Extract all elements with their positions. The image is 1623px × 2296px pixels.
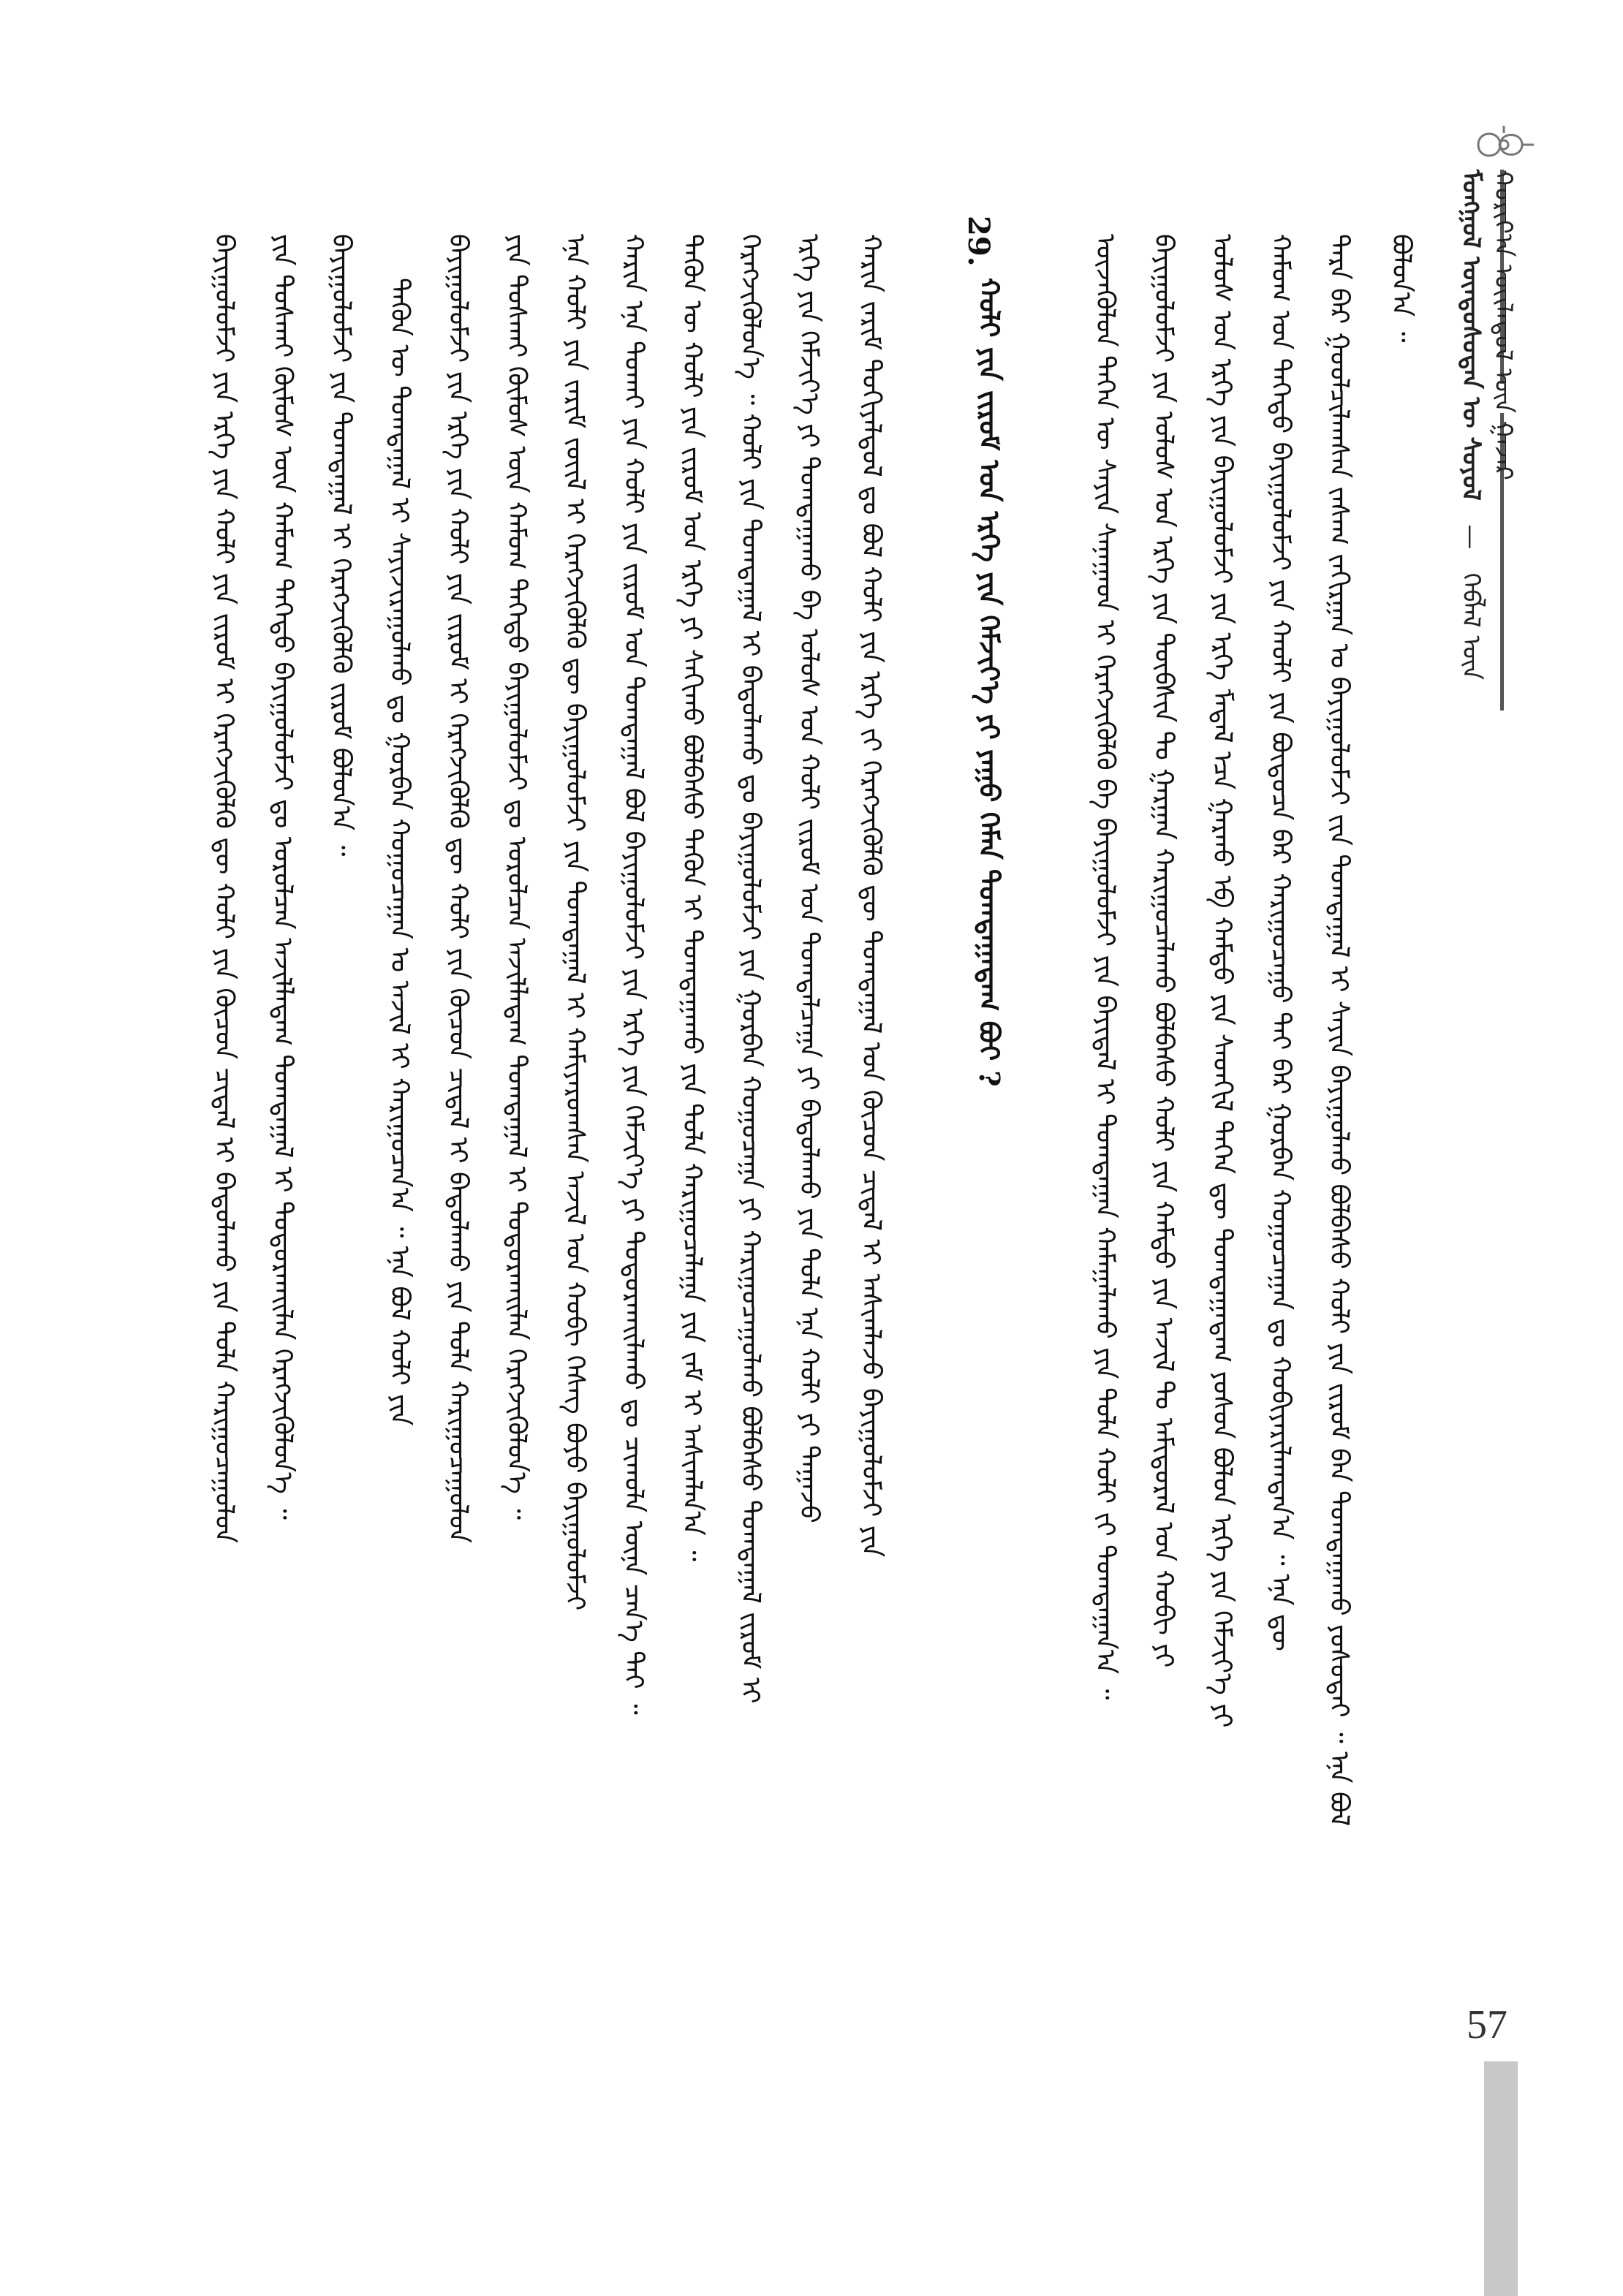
- header-ornament-icon: [1471, 123, 1537, 168]
- column-8: ᠡᠷᠬᠡ ᠶᠢᠨ ᠬᠡᠮᠵᠢᠶ᠎ᠡ ᠶᠢ ᠲᠣᠭᠲᠠᠭᠠᠬᠤ ᠪᠠ ᠤᠯᠤᠰ ᠤᠨ ᠬᠤᠯᠢ ᠵᠢᠷᠤᠮ ᠤᠨ ᠲᠣᠭᠲᠠᠯᠴᠠᠭᠠ ᠶᠢ ᠪᠠᠲᠤᠯᠠᠬᠤ ᠶᠢᠨ ᠲᠤᠯᠠ ᠡᠨᠡ ᠬᠤᠯᠢ ᠶᠢ ᠳᠠᠭᠠᠵᠤ: [794, 234, 824, 1523]
- header-subtitle: ᠬᠡᠪᠯᠡᠯ ᠦᠨ ᠬᠣᠷᠢᠶ᠎ᠠ ᠦᠢᠯᠡᠳᠦᠯ ᠦᠨ ᠭᠠᠵᠠᠷ: [1456, 170, 1518, 681]
- column-10: ᠲᠡᠭᠦᠨ ᠦ ᠬᠤᠯᠢ ᠶᠢᠨ ᠵᠢᠷᠤᠮ ᠤᠨ ᠡᠷᠬᠡ ᠶᠢ ᠰᠠᠬᠢᠬᠤ ᠪᠣᠯᠪᠠᠰᠤ ᠲᠡᠭᠦᠨ ᠢ ᠲᠣᠭᠲᠠᠭᠠᠬᠤ ᠶᠢᠨ ᠲᠤᠯᠠ ᠬᠠᠷᠢᠭᠤᠴᠠᠯᠠᠭᠠ ᠶᠢᠨ ᠵᠠᠮ ᠢ ᠠᠰᠢᠭᠯᠠᠨ᠎ᠠ ᠃: [677, 234, 707, 1561]
- header-title: ᠮᠣᠩᠭᠣᠯ ᠦᠨᠳᠦᠰᠦᠲᠡᠨ ᠦ ᠰᠣᠶᠣᠯ: [1456, 170, 1486, 501]
- column-18: ᠪᠠᠶᠢᠭᠤᠯᠤᠮᠵᠢ ᠶᠢᠨ ᠡᠷᠬᠡ ᠶᠢᠨ ᠬᠤᠯᠢ ᠶᠢᠨ ᠵᠢᠷᠤᠮ ᠢ ᠬᠡᠷᠡᠭᠵᠢᠭᠦᠯᠬᠦ ᠳᠦ ᠬᠤᠯᠢ ᠶᠢᠨ ᠬᠦᠴᠦᠨ ᠴᠢᠳᠠᠯ ᠢ ᠪᠠᠲᠤᠯᠠᠬᠤ ᠶᠢᠨ ᠲᠤᠯᠠ ᠬᠠᠷᠢᠭᠤᠴᠠᠭᠤᠯᠤᠨ: [209, 234, 239, 1543]
- column-17: ᠶᠢᠨ ᠲᠤᠰᠬᠠᠢ ᠬᠦᠮᠦᠰ ᠦᠨ ᠬᠠᠮᠤᠭ ᠳᠡᠭᠡᠳᠦ ᠪᠠᠶᠢᠭᠤᠯᠤᠮᠵᠢ ᠳᠤ ᠣᠷᠤᠯᠴᠠᠨ ᠠᠵᠢᠯᠯᠠᠳᠠᠭ ᠲᠣᠭᠲᠠᠭᠠᠯ ᠢ ᠲᠣᠳᠤᠷᠬᠠᠢᠯᠠᠨ ᠬᠡᠷᠡᠭᠵᠢᠭᠦᠯᠦᠨ᠎ᠡ ᠃: [268, 234, 298, 1520]
- running-header: ᠮᠣᠩᠭᠣᠯ ᠦᠨᠳᠦᠰᠦᠲᠡᠨ ᠦ ᠰᠣᠶᠣᠯ — ᠬᠡᠪᠯᠡᠯ ᠦᠨ ᠬᠣᠷᠢᠶ᠎ᠠ ᠦᠢᠯᠡᠳᠦᠯ ᠦᠨ ᠭᠠᠵᠠᠷ: [1456, 170, 1518, 681]
- column-12: ᠡᠨᠡ ᠬᠤᠯᠢ ᠶᠢᠨ ᠵᠠᠷᠢᠮ ᠵᠦᠢᠯ ᠢ ᠬᠡᠷᠡᠭᠵᠢᠭᠦᠯᠬᠦ ᠳᠦ ᠪᠠᠶᠢᠭᠤᠯᠤᠮᠵᠢ ᠶᠢᠨ ᠲᠣᠭᠲᠠᠭᠠᠯ ᠢ ᠬᠠᠮᠢᠶᠠᠷᠤᠭᠰᠠᠨ ᠠᠵᠢᠯ ᠤᠨ ᠬᠤᠪᠢ ᠬᠡᠰᠡᠭ ᠪᠤᠶᠤ ᠪᠠᠶᠢᠭᠤᠯᠤᠮᠵᠢ: [560, 234, 590, 1611]
- page-edge-tab: [1484, 2061, 1518, 2296]
- column-3: ᠬᠠᠮᠤᠭ ᠤᠨ ᠳᠡᠭᠡᠳᠦ ᠪᠠᠶᠢᠭᠤᠯᠤᠮᠵᠢ ᠶᠢᠨ ᠬᠠᠤᠯᠢ ᠶᠢᠨ ᠪᠦᠲᠦᠴᠡ ᠪᠡᠷ ᠬᠠᠷᠢᠭᠤᠴᠠᠭᠤ ᠲᠠᠶ ᠪᠡᠷ ᠭᠤᠷᠪᠠᠨ ᠬᠤᠭᠤᠴᠠᠭᠠᠨ ᠳᠤ ᠬᠤᠪᠢᠶᠠᠷᠢᠯᠠᠭᠳᠠᠨ᠎ᠠ ᠃ ᠡᠨᠡ ᠳᠦ: [1266, 234, 1295, 1651]
- question-number: 29.: [961, 216, 996, 267]
- question-heading: ᠬᠤᠯᠢ ᠶᠢᠨ ᠵᠢᠷᠤᠮ ᠤᠨ ᠡᠷᠬᠡ ᠶᠢᠨ ᠬᠡᠮᠵᠢᠶ᠎ᠡ ᠶᠢ ᠶᠠᠭᠤ ᠬᠡᠮᠡᠨ ᠲᠣᠭᠲᠠᠭᠠᠳᠠᠭ ᠪᠤᠢ ?: [973, 278, 1006, 1087]
- column-5: ᠪᠠᠶᠢᠭᠤᠯᠤᠮᠵᠢ ᠶᠢᠨ ᠤᠯᠤᠰ ᠤᠨ ᠡᠷᠬᠡ ᠶᠢᠨ ᠲᠦᠪᠰᠢᠨ ᠲᠤ ᠭᠠᠷᠭᠠᠨ ᠬᠠᠷᠢᠭᠤᠴᠠᠯᠠᠬᠤ ᠪᠣᠯᠪᠠᠰᠤ ᠬᠤᠯᠢ ᠶᠢᠨ ᠬᠠᠮᠲᠤ ᠶᠢᠨ ᠠᠵᠢᠯ ᠲᠤ ᠠᠮᠢᠳᠤᠷᠠᠯ ᠤᠨ ᠬᠤᠪᠢ ᠶᠢ: [1149, 234, 1179, 1668]
- column-4: ᠤᠯᠤᠰ ᠤᠨ ᠡᠷᠬᠡ ᠶᠢᠨ ᠪᠠᠶᠢᠭᠤᠯᠤᠮᠵᠢ ᠶᠢᠨ ᠡᠷᠬᠡ ᠮᠡᠳᠡᠯ ᠡᠴᠡ ᠭᠠᠷᠬᠤ ᠡᠪ ᠬᠠᠮᠲᠤ ᠶᠢᠨ ᠰᠡᠳᠬᠢᠯ ᠲᠡᠭᠡᠨ ᠳᠦ ᠲᠣᠭᠲᠠᠭᠠᠳᠠᠭ ᠶᠣᠰᠣᠨ ᠪᠣᠯᠤᠨ ᠡᠷᠬᠡ ᠶᠢᠨ ᠬᠡᠮᠵᠢᠶ᠎ᠡ ᠶᠢ: [1207, 234, 1237, 1728]
- column-14: ᠪᠠᠶᠢᠭᠤᠯᠤᠮᠵᠢ ᠶᠢᠨ ᠡᠷᠬᠡ ᠶᠢᠨ ᠬᠤᠯᠢ ᠶᠢᠨ ᠵᠢᠷᠤᠮ ᠢ ᠬᠡᠷᠡᠭᠵᠢᠭᠦᠯᠬᠦ ᠳᠦ ᠬᠤᠯᠢ ᠶᠢᠨ ᠬᠦᠴᠦᠨ ᠴᠢᠳᠠᠯ ᠢ ᠪᠠᠲᠤᠯᠠᠬᠤ ᠶᠢᠨ ᠲᠤᠯᠠ ᠬᠠᠷᠢᠭᠤᠴᠠᠭᠤᠯᠤᠨ: [443, 234, 473, 1543]
- column-7: ᠬᠠᠷᠢᠨ ᠵᠠᠷᠢᠮ ᠲᠣᠬᠢᠶᠠᠯᠳᠤᠯ ᠳᠤ ᠪᠣᠯ ᠬᠤᠯᠢ ᠶᠢᠨ ᠡᠷᠬᠡ ᠵᠢ ᠬᠡᠷᠡᠭᠵᠢᠭᠦᠯᠬᠦ ᠳᠦ ᠲᠣᠭᠲᠠᠭᠠᠯ ᠤᠨ ᠬᠦᠴᠦᠨ ᠴᠢᠳᠠᠯ ᠢ ᠠᠰᠢᠭᠯᠠᠵᠤ ᠪᠠᠶᠢᠭᠤᠯᠤᠮᠵᠢ ᠶᠢᠨ: [856, 234, 886, 1558]
- page-number: 57: [1467, 2002, 1507, 2047]
- column-16: ᠪᠠᠶᠢᠭᠤᠯᠤᠮᠵᠢ ᠶᠢᠨ ᠲᠣᠭᠲᠠᠭᠠᠯ ᠢ ᠬᠡᠷᠡᠭᠵᠢᠭᠦᠯᠬᠦ ᠵᠢᠷᠤᠮ ᠪᠣᠯᠤᠨ᠎ᠠ ᠃: [326, 234, 356, 857]
- column-9: ᠬᠡᠷᠡᠭᠵᠢᠭᠦᠯᠦᠨ᠎ᠡ ᠃ ᠬᠤᠯᠢ ᠶᠢᠨ ᠲᠣᠭᠲᠠᠭᠠᠯ ᠢ ᠪᠠᠲᠤᠯᠠᠬᠤ ᠳᠤ ᠪᠠᠶᠢᠭᠤᠯᠤᠮᠵᠢ ᠶᠢᠨ ᠭᠤᠷᠪᠠᠨ ᠬᠤᠭᠤᠴᠠᠭᠠ ᠶᠢ ᠬᠠᠷᠢᠭᠤᠴᠠᠭᠤᠯᠬᠤ ᠪᠣᠯᠪᠠᠰᠤ ᠲᠣᠭᠲᠠᠭᠠᠯ ᠵᠢᠷᠤᠮ ᠢ: [735, 234, 765, 1704]
- column-11: ᠬᠠᠷᠢᠨ ᠡᠨᠡ ᠲᠤᠬᠠᠢ ᠶᠢᠨ ᠬᠤᠯᠢ ᠶᠢᠨ ᠵᠢᠷᠤᠮ ᠤᠨ ᠲᠣᠭᠲᠠᠭᠠᠯ ᠪᠣᠯ ᠪᠠᠶᠢᠭᠤᠯᠤᠮᠵᠢ ᠶᠢᠨ ᠡᠷᠬᠡ ᠶᠢᠨ ᠬᠡᠮᠵᠢᠶ᠎ᠡ ᠶᠢ ᠲᠣᠳᠤᠷᠬᠠᠢᠯᠠᠬᠤ ᠳᠤ ᠴᠢᠬᠤᠯᠠ ᠦᠨᠡ ᠴᠡᠨ᠎ᠡ ᠲᠠᠢ ᠃: [618, 234, 648, 1715]
- column-15: ᠲᠡᠭᠦᠨ ᠦ ᠲᠣᠭᠲᠠᠭᠠᠯ ᠢ ᠰᠠᠶᠢᠵᠢᠷᠠᠭᠤᠯᠬᠤ ᠳᠤ ᠭᠤᠷᠪᠠᠨ ᠬᠤᠭᠤᠴᠠᠭᠠᠨ ᠤ ᠠᠵᠢᠯ ᠢ ᠬᠠᠷᠢᠭᠤᠴᠠᠨ᠎ᠠ ᠃ ᠡᠨᠡ ᠪᠣᠯ ᠬᠤᠯᠢ ᠶᠢᠨ: [385, 278, 415, 1426]
- column-13: ᠶᠢᠨ ᠲᠤᠰᠬᠠᠢ ᠬᠦᠮᠦᠰ ᠦᠨ ᠬᠠᠮᠤᠭ ᠳᠡᠭᠡᠳᠦ ᠪᠠᠶᠢᠭᠤᠯᠤᠮᠵᠢ ᠳᠤ ᠣᠷᠤᠯᠴᠠᠨ ᠠᠵᠢᠯᠯᠠᠳᠠᠭ ᠲᠣᠭᠲᠠᠭᠠᠯ ᠢ ᠲᠣᠳᠤᠷᠬᠠᠢᠯᠠᠨ ᠬᠡᠷᠡᠭᠵᠢᠭᠦᠯᠦᠨ᠎ᠡ ᠃: [502, 234, 531, 1520]
- column-6: ᠦᠵᠡᠭᠦᠯᠦᠨ ᠲᠡᠭᠡᠨ ᠦ ᠰᠠᠶᠢᠨ ᠰᠠᠨᠠᠭᠠᠳ ᠢ ᠬᠡᠷᠡᠭᠵᠢᠭᠦᠯᠬᠦ ᠪᠠ ᠪᠠᠶᠢᠭᠤᠯᠤᠮᠵᠢ ᠶᠢᠨ ᠪᠠᠶᠢᠳᠠᠯ ᠢ ᠲᠣᠭᠲᠠᠭᠠᠨ ᠬᠠᠮᠠᠭᠠᠯᠠᠬᠤ ᠶᠢᠨ ᠲᠤᠯᠠ ᠬᠤᠯᠢ ᠵᠢ ᠲᠣᠭᠲᠠᠭᠠᠨ᠎ᠠ ᠃: [1090, 234, 1120, 1700]
- column-1: ᠪᠣᠯᠤᠨ᠎ᠠ ᠃: [1386, 234, 1416, 343]
- column-2: ᠲᠡᠷᠡ ᠪᠡᠷ ᠭᠣᠣᠯᠴᠢᠯᠠᠭᠰᠠᠨ ᠵᠠᠰᠠᠭ ᠵᠠᠬᠢᠷᠭᠠᠨ ᠤ ᠪᠠᠶᠢᠭᠤᠯᠤᠮᠵᠢ ᠵᠢᠨ ᠲᠣᠭᠲᠠᠭᠠᠯ ᠢ ᠰᠠᠶᠢᠨ ᠪᠠᠶᠢᠭᠤᠯᠬᠤ ᠪᠣᠯᠪᠠᠰᠤ ᠬᠤᠯᠢ ᠶᠢᠨ ᠵᠢᠷᠤᠮ ᠪᠠᠨ ᠲᠣᠭᠲᠠᠭᠠᠬᠤ ᠶᠣᠰᠣᠲᠠᠢ ᠃ ᠡᠨᠡ ᠪᠣᠯ: [1324, 234, 1354, 1827]
